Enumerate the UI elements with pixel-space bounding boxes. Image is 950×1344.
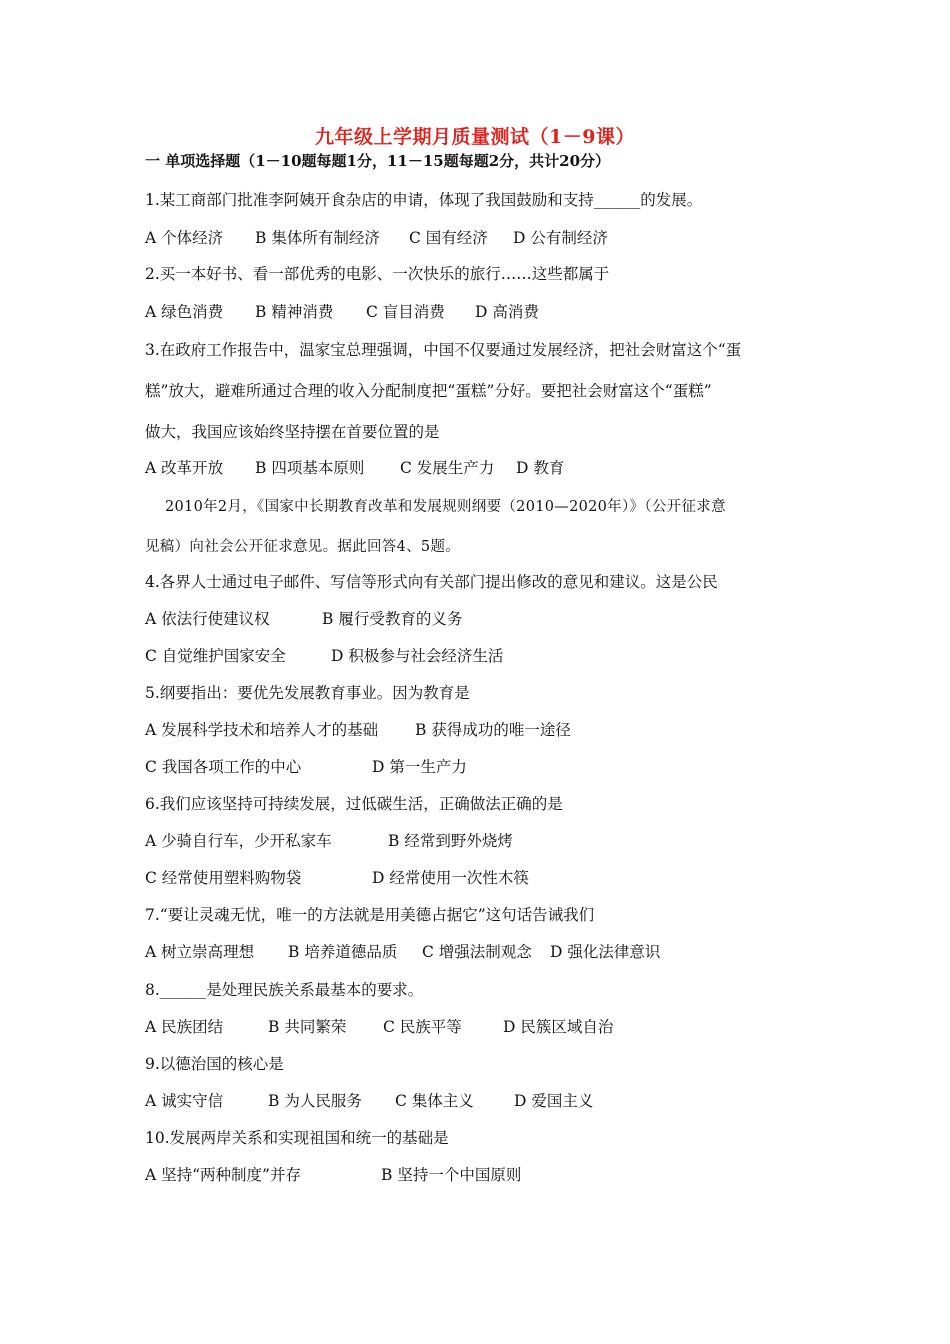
- option-c: C 自觉维护国家安全: [145, 647, 286, 665]
- option-b: B 为人民服务: [268, 1092, 362, 1110]
- option-c: C 国有经济: [409, 229, 488, 247]
- exam-title: 九年级上学期月质量测试（1－9课）: [315, 126, 635, 148]
- question-10-options: [145, 1163, 845, 1185]
- option-d: D 经常使用一次性木筷: [372, 869, 529, 887]
- option-a: A 个体经济: [145, 229, 224, 247]
- question-8-options: [145, 1015, 845, 1037]
- option-d: D 教育: [516, 459, 565, 477]
- option-b: B 培养道德品质: [288, 943, 398, 961]
- option-a: A 坚持“两种制度”并存: [145, 1166, 301, 1184]
- option-c: C 我国各项工作的中心: [145, 758, 302, 776]
- question-4-options-row-2: [145, 644, 845, 666]
- option-a: A 改革开放: [145, 459, 224, 477]
- option-b: B 获得成功的唯一途径: [415, 721, 571, 739]
- option-d: D 公有制经济: [513, 229, 608, 247]
- question-2-stem: 2.买一本好书、看一部优秀的电影、一次快乐的旅行……这些都属于: [145, 265, 610, 283]
- question-9-stem: 9.以德治国的核心是: [145, 1055, 284, 1073]
- option-d: D 爱国主义: [514, 1092, 594, 1110]
- question-3-stem-line-2: 糕”放大，避难所通过合理的收入分配制度把“蛋糕”分好。要把社会财富这个“蛋糕”: [145, 382, 712, 400]
- option-b: B 精神消费: [255, 303, 334, 321]
- question-7-stem: 7.“要让灵魂无忧，唯一的方法就是用美德占据它”这句话告诫我们: [145, 906, 595, 924]
- question-9-options: [145, 1089, 845, 1111]
- question-3-options: [145, 456, 845, 478]
- option-a: A 少骑自行车，少开私家车: [145, 832, 332, 850]
- option-a: A 发展科学技术和培养人才的基础: [145, 721, 379, 739]
- question-2-options: [145, 300, 845, 322]
- question-3-stem-line-1: 3.在政府工作报告中，温家宝总理强调，中国不仅要通过发展经济，把社会财富这个“蛋: [145, 341, 742, 359]
- question-1-stem: 1.某工商部门批准李阿姨开食杂店的申请，体现了我国鼓励和支持______的发展。: [145, 191, 703, 209]
- option-a: A 依法行使建议权: [145, 610, 270, 628]
- question-6-stem: 6.我们应该坚持可持续发展，过低碳生活，正确做法正确的是: [145, 795, 563, 813]
- option-c: C 发展生产力: [400, 459, 495, 477]
- option-a: A 民族团结: [145, 1018, 224, 1036]
- option-d: D 第一生产力: [372, 758, 467, 776]
- option-d: D 强化法律意识: [550, 943, 661, 961]
- question-6-options-row-1: [145, 829, 845, 851]
- passage-line-2: 见稿）向社会公开征求意见。据此回答4、5题。: [145, 539, 461, 555]
- question-1-options: [145, 226, 845, 248]
- question-6-options-row-2: [145, 866, 845, 888]
- passage-line-1: 2010年2月，《国家中长期教育改革和发展规则纲要（2010—2020年）》（公开征求意: [165, 499, 726, 515]
- option-a: A 树立崇高理想: [145, 943, 255, 961]
- option-d: D 民簇区域自治: [503, 1018, 614, 1036]
- question-3-stem-line-3: 做大，我国应该始终坚持摆在首要位置的是: [145, 423, 440, 441]
- option-c: C 民族平等: [383, 1018, 462, 1036]
- option-d: D 高消费: [475, 303, 539, 321]
- option-c: C 增强法制观念: [422, 943, 532, 961]
- option-d: D 积极参与社会经济生活: [331, 647, 504, 665]
- section-heading: 一 单项选择题（1－10题每题1分，11－15题每题2分，共计20分）: [145, 152, 611, 170]
- question-5-options-row-2: [145, 755, 845, 777]
- question-4-options-row-1: [145, 607, 845, 629]
- option-a: A 诚实守信: [145, 1092, 224, 1110]
- question-5-options-row-1: [145, 718, 845, 740]
- question-5-stem: 5.纲要指出：要优先发展教育事业。因为教育是: [145, 684, 470, 702]
- option-b: B 共同繁荣: [268, 1018, 347, 1036]
- option-b: B 坚持一个中国原则: [381, 1166, 522, 1184]
- option-b: B 履行受教育的义务: [322, 610, 463, 628]
- option-b: B 四项基本原则: [255, 459, 365, 477]
- option-b: B 集体所有制经济: [255, 229, 380, 247]
- option-c: C 集体主义: [395, 1092, 474, 1110]
- question-7-options: [145, 940, 845, 962]
- question-8-stem: 8.______是处理民族关系最基本的要求。: [145, 981, 424, 999]
- option-c: C 经常使用塑料购物袋: [145, 869, 302, 887]
- option-b: B 经常到野外烧烤: [388, 832, 513, 850]
- question-10-stem: 10.发展两岸关系和实现祖国和统一的基础是: [145, 1129, 449, 1147]
- option-a: A 绿色消费: [145, 303, 224, 321]
- question-4-stem: 4.各界人士通过电子邮件、写信等形式向有关部门提出修改的意见和建议。这是公民: [145, 573, 718, 591]
- option-c: C 盲目消费: [366, 303, 445, 321]
